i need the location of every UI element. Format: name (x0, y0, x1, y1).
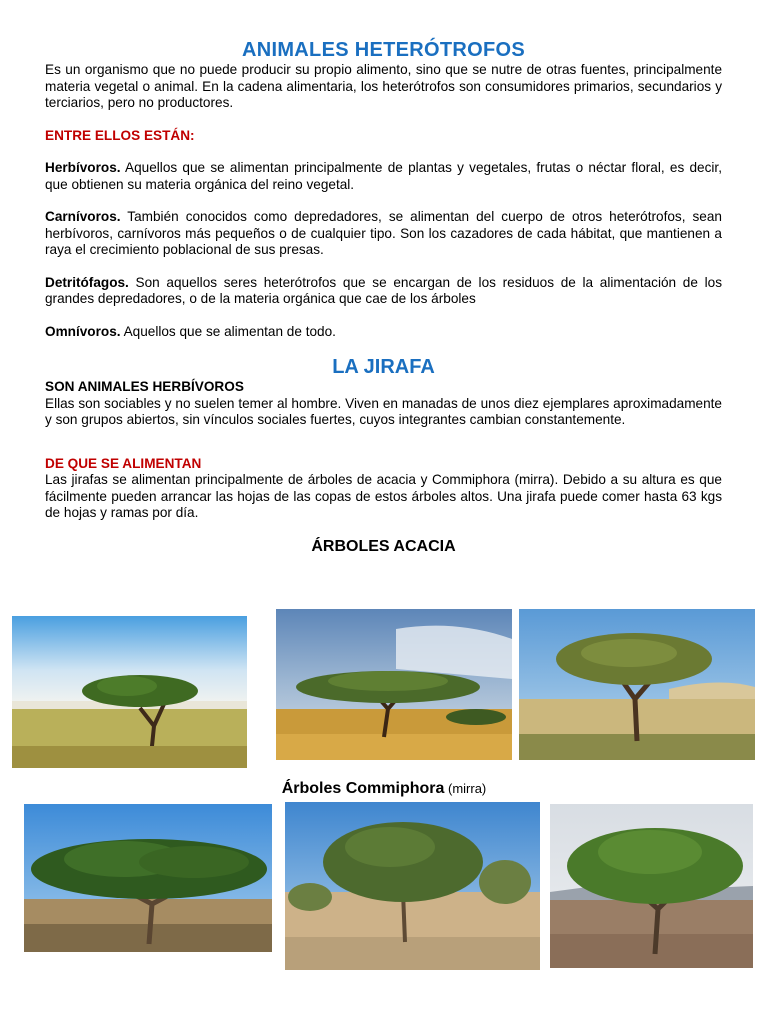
type-term: Omnívoros. (45, 323, 121, 339)
acacia-photo-3 (519, 609, 755, 760)
type-desc: También conocidos como depredadores, se alimentan del cuerpo de otros heterótrofos, sean herbívoros, carnívoros más pequeños o de cualquier tipo. Son los cazadores de cada hábitat, que mantienen a raya el crecimiento poblacional de sus presas. (45, 209, 722, 257)
type-term: Carnívoros. (45, 209, 121, 224)
food-heading: DE QUE SE ALIMENTAN (45, 455, 202, 471)
document-body (45, 38, 722, 556)
commiphora-photo-3 (550, 804, 753, 968)
giraffe-text: Ellas son sociables y no suelen temer al hombre. Viven en manadas de unos diez ejemplares aproximadamente y son grupos abiertos, sin vínculos sociales fuertes, cuyos integrantes cambian constantemente. (45, 395, 722, 427)
type-herbivores (45, 160, 722, 193)
acacia-photo-1 (12, 616, 247, 768)
commiphora-caption-bold: Árboles Commiphora (281, 780, 445, 797)
type-omnivores (45, 324, 722, 341)
intro-paragraph: Es un organismo que no puede producir su propio alimento, sino que se nutre de otras fuentes, principalmente materia vegetal o animal. En la cadena alimentaria, los heterótrofos son consumidores primarios, secundarios y terciarios, pero no productores. (45, 62, 722, 110)
commiphora-photo-1 (24, 804, 272, 952)
among-heading: ENTRE ELLOS ESTÁN: (45, 127, 195, 143)
acacia-photo-2 (276, 609, 512, 760)
type-detritivores (45, 275, 722, 308)
giraffe-title: LA JIRAFA (332, 356, 435, 378)
acacia-caption: ÁRBOLES ACACIA (311, 537, 456, 555)
type-term: Detritófagos. (45, 274, 129, 290)
giraffe-subheading: SON ANIMALES HERBÍVOROS (45, 379, 244, 394)
type-desc: Aquellos que se alimentan principalmente de plantas y vegetales, frutas o néctar floral, es decir, que obtienen su materia orgánica del reino vegetal. (45, 160, 722, 192)
page-title: ANIMALES HETERÓTROFOS (242, 39, 525, 61)
type-desc: Son aquellos seres heterótrofos que se encargan de los residuos de la alimentación de los grandes depredadores, o de la materia orgánica que cae de los árboles (45, 274, 722, 306)
food-text: Las jirafas se alimentan principalmente de árboles de acacia y Commiphora (mirra). Debido a su altura es que fácilmente pueden arrancar las hojas de las copas de estos árboles altos. Una jirafa puede comer hasta 63 kgs de hojas y ramas por día. (45, 472, 722, 520)
commiphora-photo-2 (285, 802, 540, 970)
commiphora-caption-normal: (mirra) (444, 781, 487, 796)
commiphora-caption (0, 780, 768, 798)
type-carnivores (45, 209, 722, 259)
type-term: Herbívoros. (45, 160, 121, 175)
type-desc: Aquellos que se alimentan de todo. (120, 323, 336, 339)
